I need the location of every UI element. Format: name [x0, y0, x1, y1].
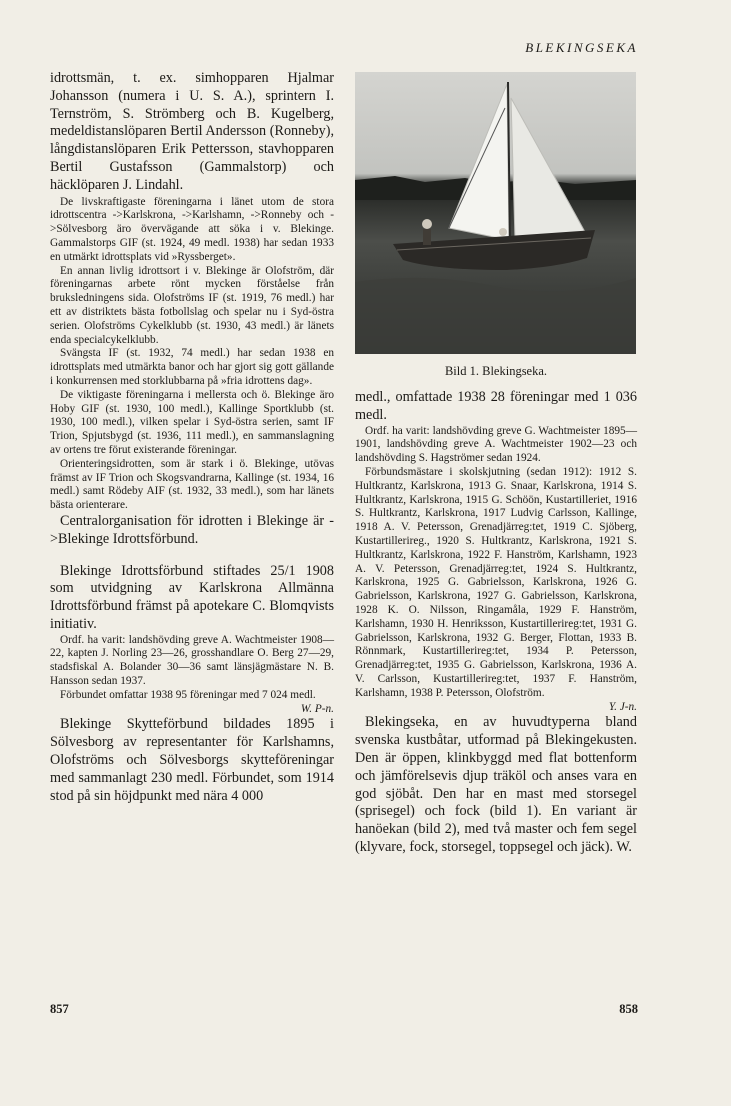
author-signature-left: W. P-n. — [300, 702, 334, 715]
sailboat-illustration — [355, 72, 636, 354]
right-column — [355, 72, 637, 857]
left-column — [50, 70, 334, 805]
page-number-left: 857 — [50, 1002, 69, 1016]
paragraph-associations: De livskraftigaste föreningarna i länet utom de stora idrottscentra ->Karlskrona, ->Karlshamn, ->Ronneby och ->Sölvesborg äro övervägande att söka i v. Blekinge. Gammalstorps GIF (st. 1924, 49 medl. 1938) har sedan 1933 en utmärkt idrottsplats vid »Ryssberget». — [50, 195, 334, 263]
paragraph-skytteforbund-members: medl., omfattade 1938 28 föreningar med 1 036 medl. — [355, 389, 637, 423]
sailor-figure-2 — [499, 228, 507, 236]
paragraph-idrottsforbund-chairmen: Ordf. ha varit: landshövding greve A. Wachtmeister 1908—22, kapten J. Norling 23—26, grosshandlare O. Berg 27—29, stadsfiskal A. Bolander 30—36 samt länsjägmästare N. B. Hansson sedan 1937. — [50, 633, 334, 688]
water-shape — [355, 278, 636, 354]
paragraph-skytteforbund-chairmen: Ordf. ha varit: landshövding greve G. Wachtmeister 1895—1901, landshövding greve A. Wachtmeister 1902—23 och landshövding S. Hagströmer sedan 1924. — [355, 424, 637, 465]
page-number-right: 858 — [619, 1002, 638, 1016]
jib-shape — [511, 98, 585, 240]
entry-skytteforbund: Blekinge Skytteförbund bildades 1895 i Sölvesborg av representanter för Karlshamns, Olofströms och Sölvesborgs skytteföreningar med sammanlagt 230 medl. Förbundet, som 1914 stod på sin höjdpunkt med nära 4 000 — [50, 716, 334, 804]
paragraph-central-organisation: Centralorganisation för idrotten i Blekinge är ->Blekinge Idrottsförbund. — [50, 512, 334, 547]
figure-caption: Bild 1. Blekingseka. — [444, 364, 548, 378]
paragraph-athletes: idrottsmän, t. ex. simhopparen Hjalmar Johansson (numera i U. S. A.), sprintern I. Ternström, S. Strömberg och B. Kugelberg, medeldistanslöparen Bertil Andersson (Ronneby), långdistanslöparen Erik Pettersson, stavhopparen Bertil Gustafsson (Gammalstorp) och häcklöparen J. Lindahl. — [50, 70, 334, 193]
author-signature-right: Y. J-n. — [608, 700, 637, 713]
paragraph-idrottsforbund-members: Förbundet omfattar 1938 95 föreningar med 7 024 medl. — [60, 688, 316, 701]
sailor-figure-1 — [422, 219, 432, 229]
running-head: BLEKINGSEKA — [525, 40, 638, 55]
entry-idrottsforbund: Blekinge Idrottsförbund stiftades 25/1 1908 som utvidgning av Karlskrona Allmänna Idrottsförbund främst på apotekare C. Blomqvists initiativ. — [50, 562, 334, 632]
mainsail-shape — [449, 84, 509, 240]
paragraph-central-east: De viktigaste föreningarna i mellersta och ö. Blekinge äro Hoby GIF (st. 1930, 100 medl.), Kallinge Sportklubb (st. 1930, 100 medl.), vilken spelar i Syd-östra serien, samt IF Trion, Spjutsbygd (st. 1936, 111 medl.), en sammanslagning av ortens tre förut existerande föreningar. — [50, 388, 334, 456]
paragraph-forbundsmastare: Förbundsmästare i skolskjutning (sedan 1912): 1912 S. Hultkrantz, Karlskrona, 1913 G. Snaar, Karlskrona, 1914 S. Hultkrantz, Karlskrona, 1915 G. Schöön, Kustartilleriet, 1916 S. Hultkrantz, Karlskrona, 1917 Ludvig Carlsson, Kallinge, 1918 A. V. Petersson, Grenadjärreg:tet, 1919 C. Sjöberg, Kustartillerireg., 1920 S. Hultkrantz, Karlskrona, 1921 S. Hultkrantz, Karlskrona, 1922 F. Hanström, Karlshamn, 1923 A. V. Petersson, Grenadjärreg:tet, 1924 S. Hultkrantz, Karlskrona, 1925 G. Gabrielsson, Karlskrona, 1926 G. Gabrielsson, Karlskrona, 1927 G. Gabrielsson, Karlskrona, 1928 K. O. Nilsson, Ringamåla, 1929 F. Hanström, Karlshamn, 1930 H. Henriksson, Kustartillerireg:tet, 1931 G. Gabrielsson, Karlskrona, 1932 G. Berger, Flottan, 1933 B. Rönnmark, Kustartillerireg:tet, 1934 P. Petersson, Grenadjärreg:tet, 1935 G. Gabrielsson, Karlskrona, 1936 A. V. Carlsson, Kustartillerireg:tet, 1937 F. Hanström, Karlshamn, 1938 P. Petersson, Olofström. — [355, 465, 637, 699]
entry-blekingseka: Blekingseka, en av huvudtyperna bland svenska kustbåtar, utformad på Blekingekusten. Den är öppen, klinkbyggd med flat bottenform och jämförelsevis djup träköl och anses vara en god sjöbåt. Den har en mast med storsegel (sprisegel) och fock (bild 1). En variant är hanöekan (bild 2), med två master och fem segel (klyvare, fock, storsegel, toppsegel och jäck). W. — [355, 714, 637, 855]
paragraph-orienteering: Orienteringsidrotten, som är stark i ö. Blekinge, utövas främst av IF Trion och Skogsvandrarna, Kallinge (st. 1934, 16 medl.) samt Rödeby AIF (st. 1932, 33 medl.), som har länets bästa orienterare. — [50, 457, 334, 512]
paragraph-svangsta: Svängsta IF (st. 1932, 74 medl.) har sedan 1938 en idrottsplats med utmärkta banor och har gjort sig gott gällande i konkurrensen med storklubbarna på »fria idrottens dag». — [50, 347, 334, 387]
sailboat-photo — [355, 72, 636, 354]
paragraph-olofstrom: En annan livlig idrottsort i v. Blekinge är Olofström, där föreningarnas arbete rönt mycken förståelse från bruksledningens sida. Olofströms IF (st. 1919, 76 medl.) har ett av distriktets bästa fotbollslag och spelar nu i Syd-östra serien. Olofströms Cykelklubb (st. 1930, 43 medl.) är länets enda specialcykelklubb. — [50, 264, 334, 346]
